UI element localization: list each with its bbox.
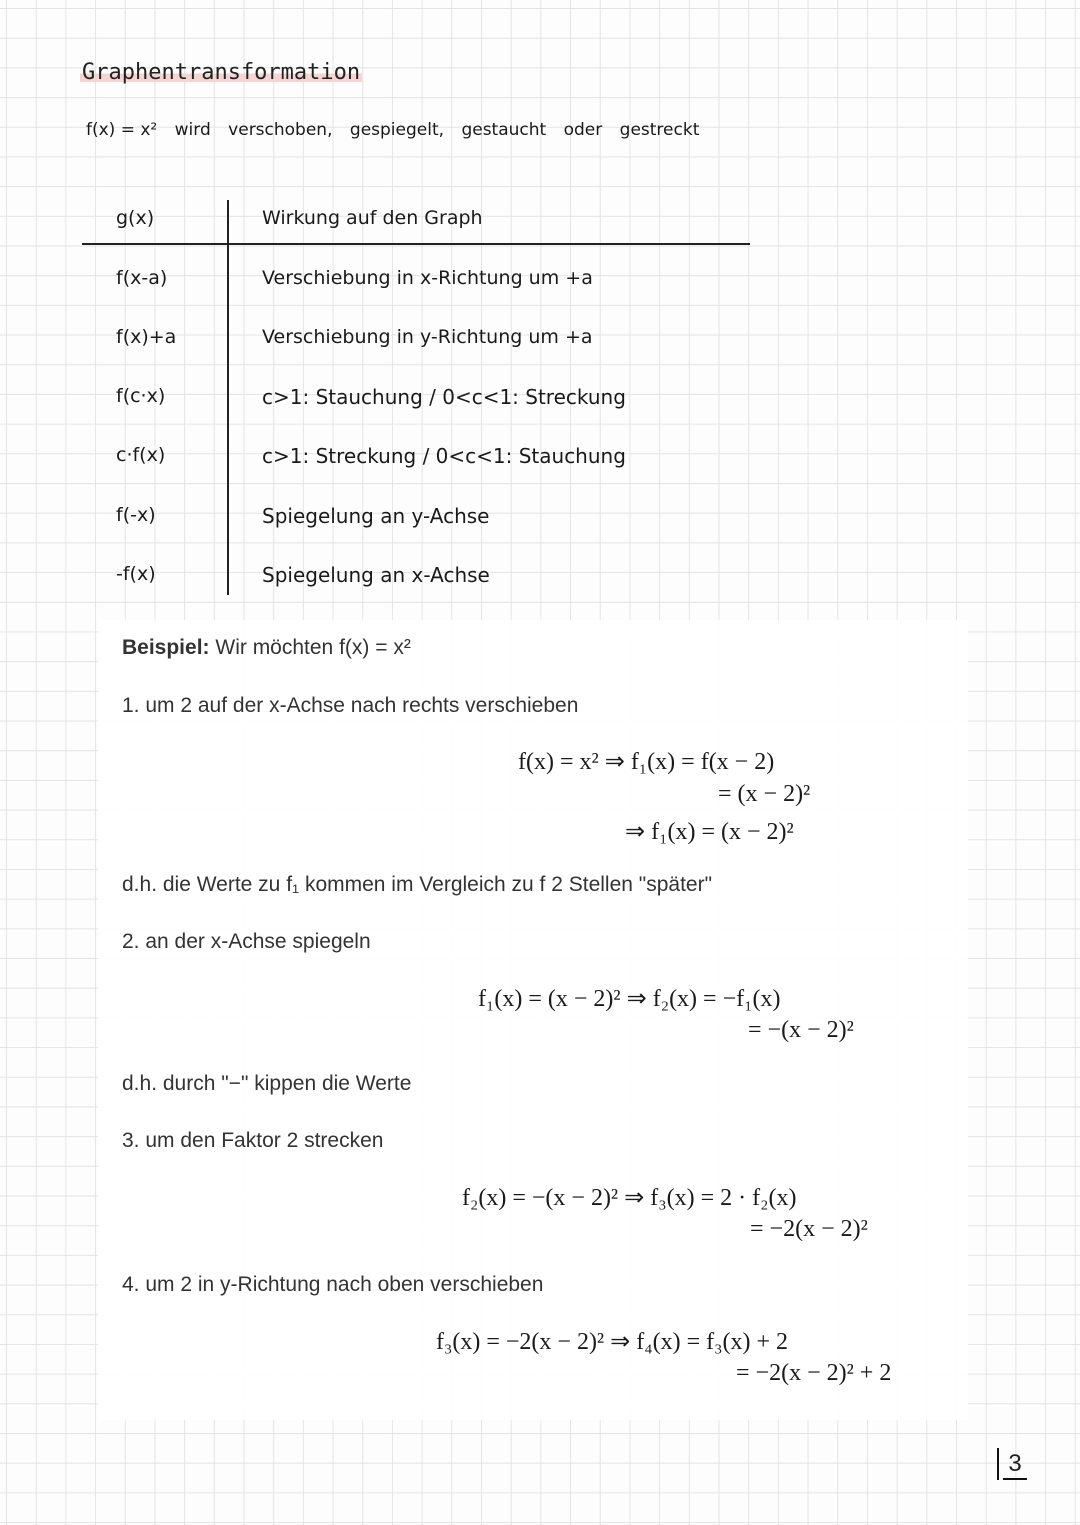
table-cell-effect: Spiegelung an y-Achse (262, 504, 490, 528)
math-line: f₂(x) = −(x − 2)² ⇒ f₃(x) = 2 · f₂(x) (462, 1185, 797, 1211)
math-line: f(x) = x² ⇒ f₁(x) = f(x − 2) (518, 749, 775, 775)
step-title: 4. um 2 in y-Richtung nach oben verschieben (122, 1273, 544, 1296)
step-note: d.h. die Werte zu f₁ kommen im Vergleich zu f 2 Stellen "später" (122, 873, 713, 896)
table-cell-g: f(x)+a (116, 326, 177, 348)
math-line: = (x − 2)² (718, 781, 811, 807)
example-intro: Wir möchten f(x) = x² (215, 636, 411, 659)
step-note: d.h. durch "−" kippen die Werte (122, 1072, 412, 1095)
math-line: = −2(x − 2)² (750, 1216, 868, 1242)
step-title: 2. an der x-Achse spiegeln (122, 930, 371, 953)
intro-function: f(x) = x² (86, 120, 158, 140)
table-header-effect: Wirkung auf den Graph (262, 207, 483, 229)
table-cell-g: f(x-a) (116, 267, 168, 289)
intro-word: gestaucht (461, 120, 547, 140)
intro-word: wird (174, 120, 211, 140)
table-header-g: g(x) (116, 207, 155, 229)
math-line: f₃(x) = −2(x − 2)² ⇒ f₄(x) = f₃(x) + 2 (436, 1329, 788, 1355)
page-number: 3 (1003, 1450, 1027, 1480)
table-cell-g: c·f(x) (116, 444, 166, 466)
intro-line (86, 120, 711, 140)
step-title: 1. um 2 auf der x-Achse nach rechts verschieben (122, 694, 579, 717)
table-cell-g: f(c·x) (116, 385, 166, 407)
table-cell-effect: c>1: Stauchung / 0<c<1: Streckung (262, 385, 626, 409)
table-cell-effect: Spiegelung an x-Achse (262, 563, 490, 587)
intro-word: gespiegelt, (349, 120, 445, 140)
table-header-divider (82, 243, 750, 245)
table-cell-effect: Verschiebung in y-Richtung um +a (262, 326, 593, 348)
table-cell-effect: c>1: Streckung / 0<c<1: Stauchung (262, 444, 626, 468)
math-line: ⇒ f₁(x) = (x − 2)² (625, 819, 794, 845)
math-line: = −2(x − 2)² + 2 (736, 1360, 892, 1386)
table-cell-g: -f(x) (116, 563, 156, 585)
math-line: f₁(x) = (x − 2)² ⇒ f₂(x) = −f₁(x) (478, 986, 781, 1012)
intro-word: verschoben, (228, 120, 333, 140)
page-title: Graphentransformation (82, 60, 361, 85)
table-cell-g: f(-x) (116, 504, 156, 526)
math-line: = −(x − 2)² (748, 1017, 854, 1043)
step-title: 3. um den Faktor 2 strecken (122, 1129, 384, 1152)
table-column-divider (227, 200, 229, 595)
example-heading (122, 636, 411, 660)
intro-word: oder (563, 120, 603, 140)
example-label: Beispiel: (122, 636, 210, 659)
intro-word: gestreckt (619, 120, 700, 140)
table-cell-effect: Verschiebung in x-Richtung um +a (262, 267, 593, 289)
